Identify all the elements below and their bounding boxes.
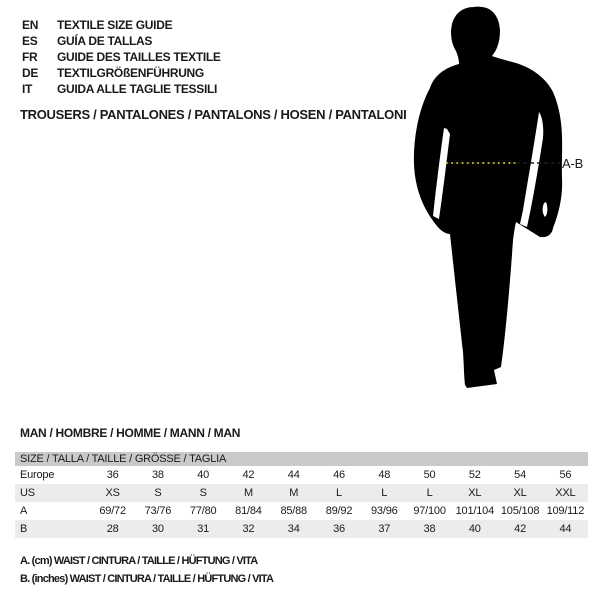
size-cell: 46 [333,469,345,481]
size-cell: 69/72 [99,505,126,517]
size-cell: L [336,487,342,499]
size-cell: M [243,487,253,499]
language-label: TEXTILGRÖßENFÜHRUNG [57,66,204,80]
size-cell: 40 [197,469,210,481]
size-cell: 40 [468,523,481,535]
row-label: B [20,523,28,535]
size-cell: L [381,487,388,499]
size-cell: 44 [287,469,300,481]
size-cell: 93/96 [371,505,398,517]
size-cell: 56 [559,469,572,481]
size-cell: 109/112 [546,505,585,517]
size-cell: 73/76 [144,505,172,517]
language-code: IT [22,82,33,96]
row-label: A [20,505,28,517]
size-cell: 36 [106,469,119,481]
row-label: Europe [20,469,55,481]
waist-measure-label: A-B [562,156,584,171]
size-cell: 30 [151,523,164,535]
size-cell: 31 [197,523,210,535]
size-cell: S [154,487,162,499]
size-cell: 89/92 [325,505,353,517]
size-cell: 42 [514,523,526,535]
size-cell: XL [468,487,482,499]
size-cell: XL [513,487,527,499]
size-cell: 48 [378,469,391,481]
language-label: GUIDA ALLE TAGLIE TESSILI [57,82,218,96]
size-cell: 97/100 [413,505,446,517]
size-cell: XS [105,487,120,499]
size-cell: XXL [555,487,576,499]
section-title-man: MAN / HOMBRE / HOMME / MANN / MAN [20,426,241,440]
size-cell: M [289,487,299,499]
language-label: TEXTILE SIZE GUIDE [57,18,173,32]
language-label: GUÍA DE TALLAS [57,34,153,48]
size-table-header: SIZE / TALLA / TAILLE / GRÖSSE / TAGLIA [15,452,588,466]
product-title: TROUSERS / PANTALONES / PANTALONS / HOSEN / PANTALONI [20,107,407,122]
footnote-b: B. (inches) WAIST / CINTURA / TAILLE / HÜFTUNG / VITA [20,573,274,585]
size-cell: 52 [468,469,481,481]
size-cell: 37 [378,523,391,535]
language-code: DE [22,66,39,80]
size-cell: 105/108 [500,505,540,517]
row-label: US [20,487,35,499]
size-cell: 38 [423,523,436,535]
size-cell: S [199,487,207,499]
size-cell: 50 [423,469,436,481]
table-row-a-cm [15,502,588,520]
size-table [15,452,588,538]
language-code: FR [22,50,38,64]
table-row-us [15,484,588,502]
size-cell: 77/80 [189,505,217,517]
footnote-a: A. (cm) WAIST / CINTURA / TAILLE / HÜFTUNG / VITA [20,555,258,567]
size-cell: L [426,487,433,499]
size-cell: 44 [559,523,572,535]
size-cell: 32 [242,523,255,535]
footnotes [20,552,273,588]
size-cell: 34 [287,523,300,535]
language-code: ES [22,34,38,48]
size-cell: 85/88 [280,505,307,517]
size-cell: 81/84 [235,505,262,517]
size-cell: 28 [106,523,119,535]
table-row-europe [15,466,588,484]
language-label: GUIDE DES TAILLES TEXTILE [57,50,221,64]
size-cell: 38 [151,469,164,481]
size-cell: 36 [333,523,345,535]
size-cell: 42 [242,469,255,481]
size-cell: 101/104 [455,505,494,517]
size-cell: 54 [514,469,526,481]
table-row-b-inches [15,520,588,538]
language-code: EN [22,18,39,32]
